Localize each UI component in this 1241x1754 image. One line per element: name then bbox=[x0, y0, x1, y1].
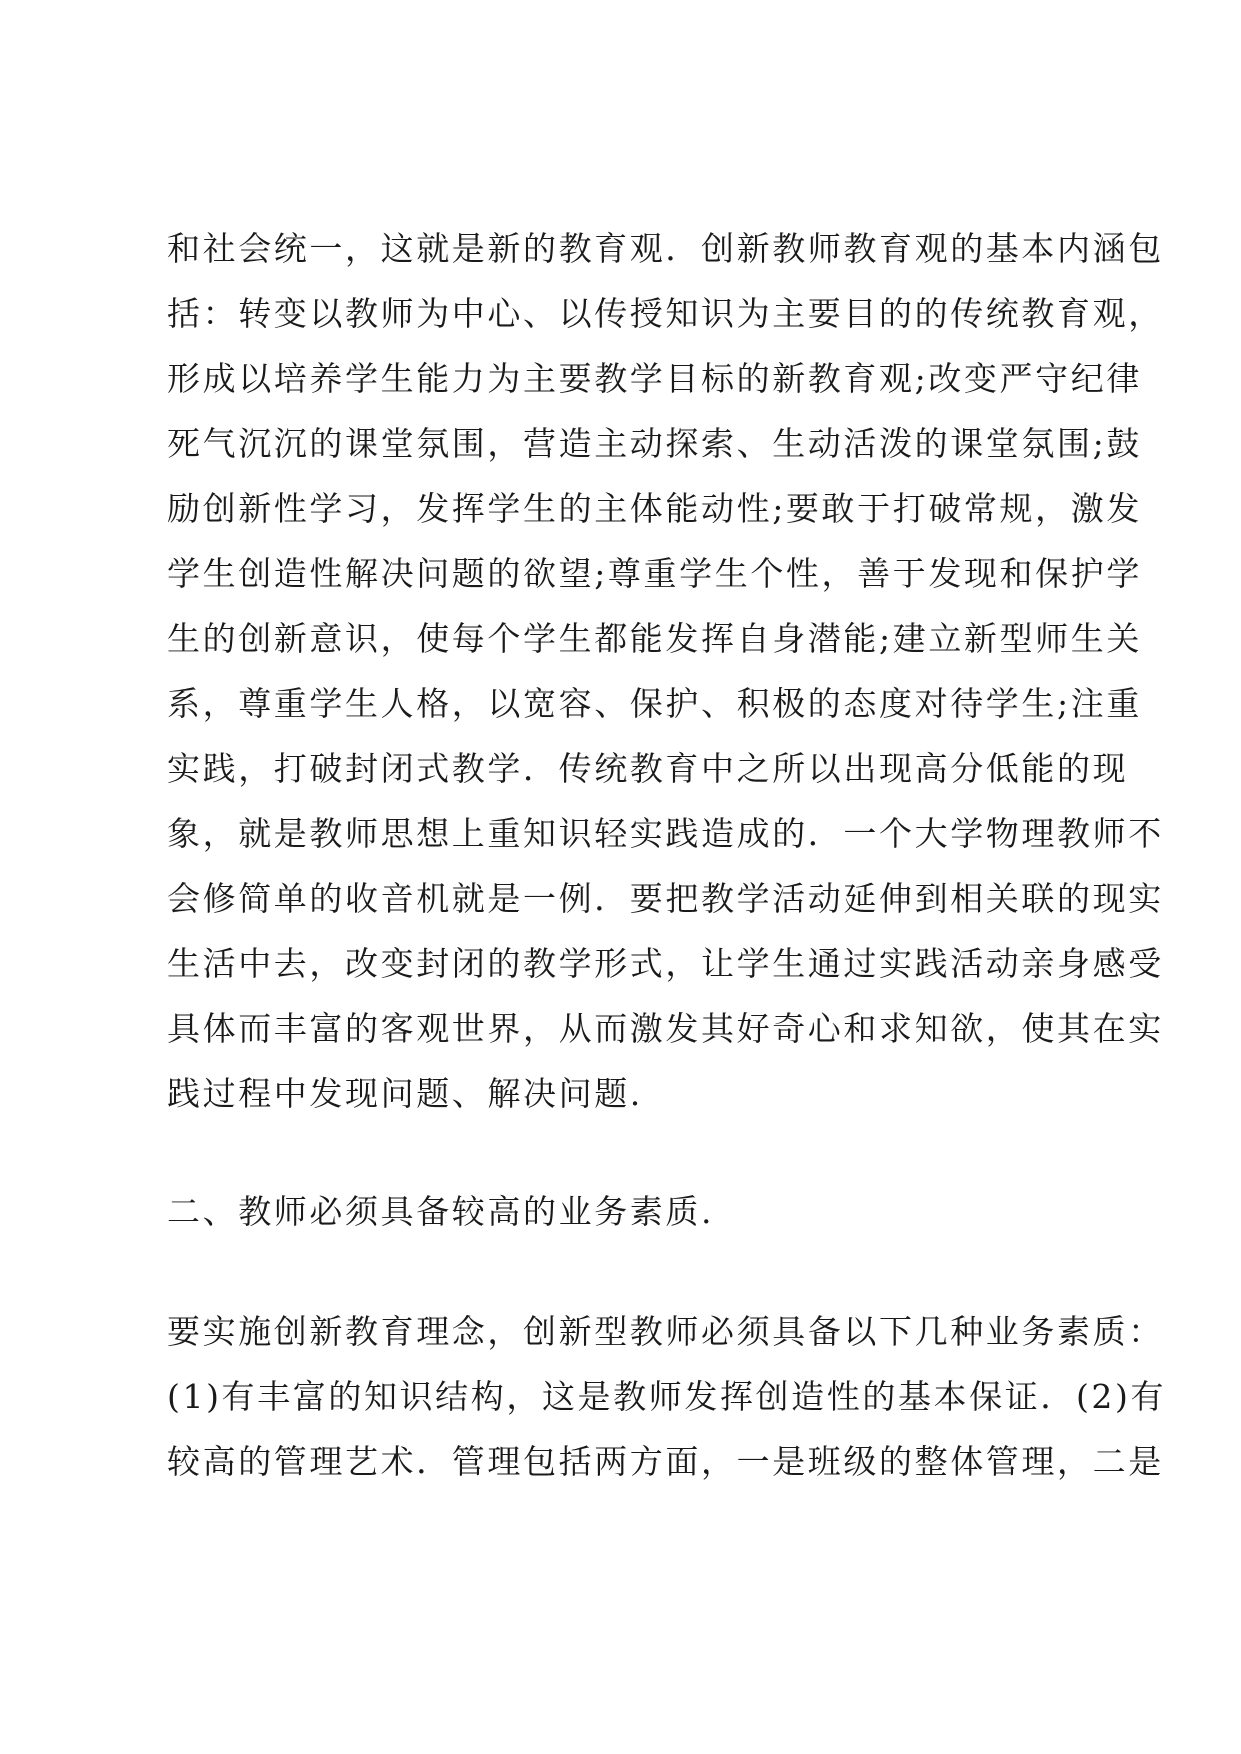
paragraph-1-line-1: 和社会统一，这就是新的教育观．创新教师教育观的基本内涵包 bbox=[167, 229, 1164, 268]
paragraph-1-line-4: 死气沉沉的课堂氛围，营造主动探索、生动活泼的课堂氛围;鼓 bbox=[167, 424, 1142, 463]
paragraph-1-line-14: 践过程中发现问题、解决问题. bbox=[167, 1074, 643, 1113]
paragraph-2-line-2: (1)有丰富的知识结构，这是教师发挥创造性的基本保证．(2)有 bbox=[167, 1377, 1167, 1416]
section-heading: 二、教师必须具备较高的业务素质. bbox=[167, 1192, 715, 1231]
paragraph-2-line-1: 要实施创新教育理念，创新型教师必须具备以下几种业务素质： bbox=[167, 1312, 1164, 1351]
paragraph-1-line-5: 励创新性学习，发挥学生的主体能动性;要敢于打破常规，激发 bbox=[167, 489, 1142, 528]
paragraph-1-line-6: 学生创造性解决问题的欲望;尊重学生个性，善于发现和保护学 bbox=[167, 554, 1142, 593]
paragraph-1-line-13: 具体而丰富的客观世界，从而激发其好奇心和求知欲，使其在实 bbox=[167, 1009, 1164, 1048]
paragraph-1-line-2: 括：转变以教师为中心、以传授知识为主要目的的传统教育观， bbox=[167, 294, 1164, 333]
paragraph-2-line-3: 较高的管理艺术．管理包括两方面，一是班级的整体管理，二是 bbox=[167, 1442, 1164, 1481]
paragraph-1-line-7: 生的创新意识，使每个学生都能发挥自身潜能;建立新型师生关 bbox=[167, 619, 1142, 658]
paragraph-1-line-3: 形成以培养学生能力为主要教学目标的新教育观;改变严守纪律 bbox=[167, 359, 1142, 398]
paragraph-1-line-12: 生活中去，改变封闭的教学形式，让学生通过实践活动亲身感受 bbox=[167, 944, 1164, 983]
paragraph-1-line-9: 实践，打破封闭式教学．传统教育中之所以出现高分低能的现 bbox=[167, 749, 1129, 788]
paragraph-1-line-8: 系，尊重学生人格，以宽容、保护、积极的态度对待学生;注重 bbox=[167, 684, 1142, 723]
paragraph-1-line-10: 象，就是教师思想上重知识轻实践造成的．一个大学物理教师不 bbox=[167, 814, 1164, 853]
paragraph-1-line-11: 会修简单的收音机就是一例．要把教学活动延伸到相关联的现实 bbox=[167, 879, 1164, 918]
